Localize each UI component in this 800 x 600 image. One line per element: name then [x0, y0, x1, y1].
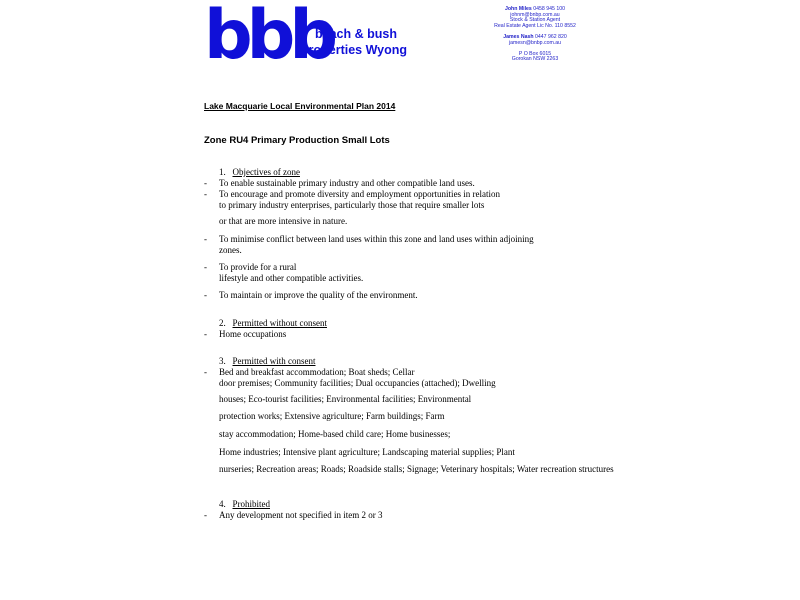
bullet-dash: -	[204, 510, 207, 520]
company-logo	[204, 0, 408, 75]
contact-line: Stock & Station Agent	[509, 17, 561, 24]
section-title: Permitted without consent	[232, 318, 327, 328]
contact-line: James Nash 0447 962 820	[503, 33, 567, 40]
section-number: 1.	[219, 167, 226, 177]
bullet-dash: -	[204, 262, 207, 272]
section-heading-prohibited	[219, 499, 270, 510]
section-title: Objectives of zone	[232, 167, 300, 177]
plan-title: Lake Macquarie Local Environmental Plan 2014	[204, 101, 396, 111]
bullet-dash: -	[204, 189, 207, 199]
contact-line: Gorokan NSW 2263	[511, 56, 559, 63]
permitted-item: Home occupations	[219, 329, 287, 339]
contact-block	[460, 7, 610, 63]
zone-title: Zone RU4 Primary Production Small Lots	[204, 135, 390, 146]
bullet-dash: -	[204, 178, 207, 188]
logo-line-2: properties Wyong	[301, 43, 408, 57]
section-title: Permitted with consent	[232, 356, 316, 366]
contact-line: P O Box 6015	[518, 50, 552, 57]
objective-item: To enable sustainable primary industry and other compatible land uses.	[219, 178, 475, 188]
section-number: 4.	[219, 499, 226, 509]
contact-line: jamesn@bnbp.com.au	[509, 39, 561, 46]
section-heading-permitted-with-consent	[219, 356, 316, 367]
prohibited-item: Any development not specified in item 2 or 3	[219, 510, 383, 520]
logo-letters: bbb	[204, 0, 333, 75]
section-heading-permitted-without-consent	[219, 318, 327, 329]
section-heading-objectives	[219, 167, 300, 178]
section-number: 2.	[219, 318, 226, 328]
logo-line-1: beach & bush	[315, 27, 397, 41]
bullet-dash: -	[204, 290, 207, 300]
section-title: Prohibited	[232, 499, 270, 509]
objective-item: To maintain or improve the quality of the environment.	[219, 290, 418, 300]
bullet-dash: -	[204, 329, 207, 339]
bullet-dash: -	[204, 367, 207, 377]
bullet-dash: -	[204, 234, 207, 244]
contact-line: johnm@bnbp.com.au	[510, 11, 560, 18]
section-number: 3.	[219, 356, 226, 366]
contact-line: John Miles 0458 945 100	[505, 6, 565, 12]
contact-line: Real Estate Agent Lic No. 110 8552	[494, 22, 576, 29]
